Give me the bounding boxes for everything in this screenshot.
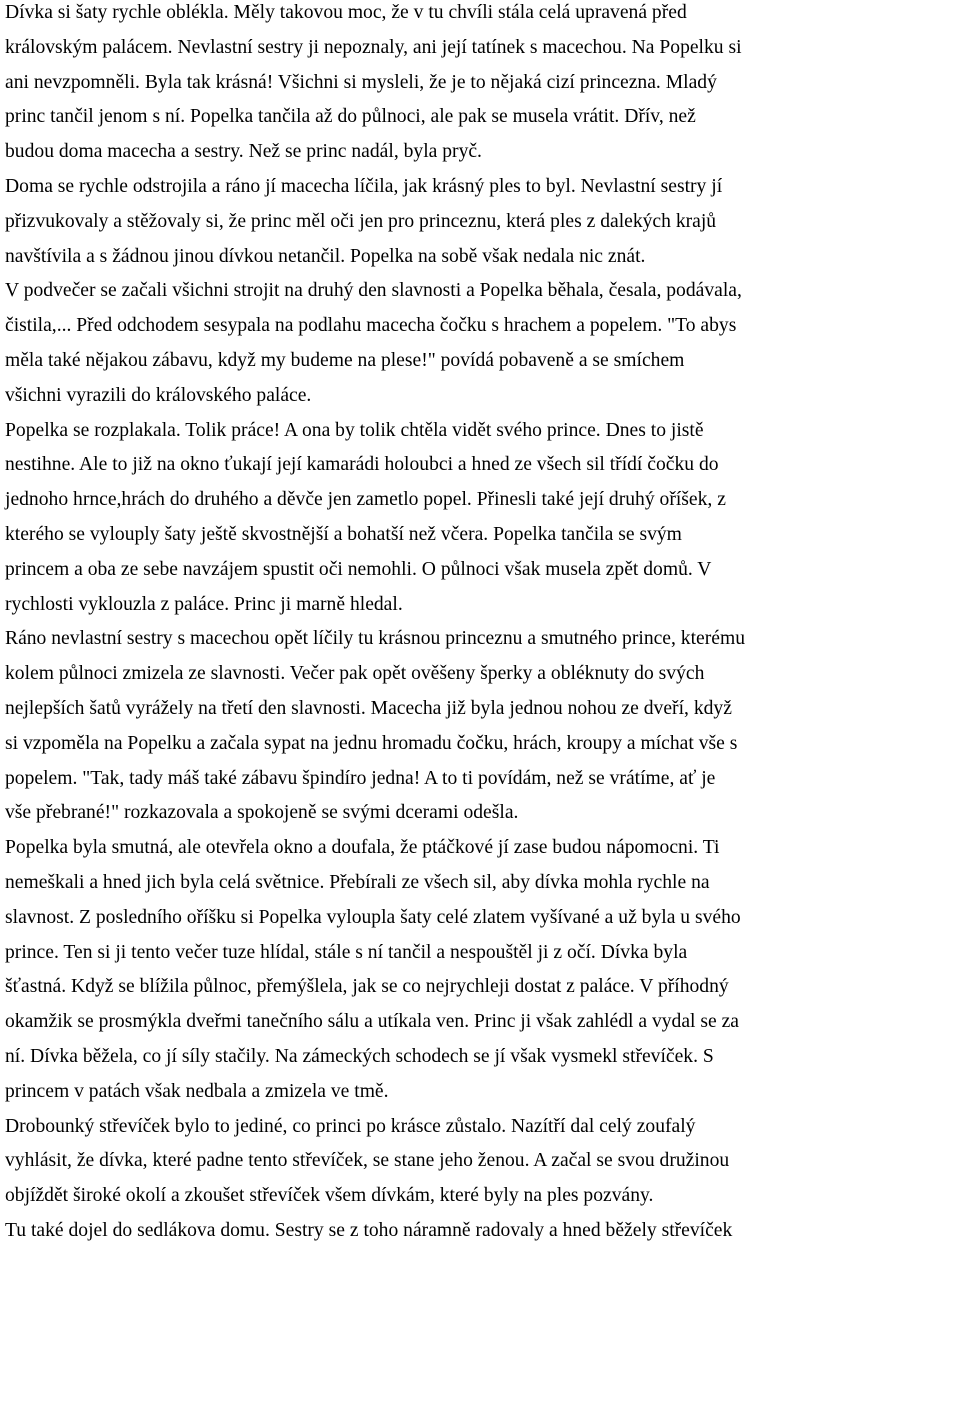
text-line: prince. Ten si ji tento večer tuze hlídal, stále s ní tančil a nespouštěl ji z očí. Dívka byla	[5, 941, 688, 963]
paragraph-5	[5, 831, 960, 1109]
text-line: Drobounký střevíček bylo to jediné, co princi po krásce zůstalo. Nazítří dal celý zoufalý	[5, 1115, 696, 1137]
text-line: Popelka se rozplakala. Tolik práce! A ona by tolik chtěla vidět svého prince. Dnes to jistě	[5, 419, 704, 441]
text-line: Ráno nevlastní sestry s macechou opět líčily tu krásnou princeznu a smutného prince, kterému	[5, 628, 745, 650]
text-line: princ tančil jenom s ní. Popelka tančila až do půlnoci, ale pak se musela vrátit. Dřív, než	[5, 106, 696, 128]
text-line: rychlosti vyklouzla z paláce. Princ ji marně hledal.	[5, 593, 403, 615]
text-line: nestihne. Ale to již na okno ťukají její kamarádi holoubci a hned ze všech sil třídí čočku do	[5, 454, 719, 476]
text-line: popelem. "Tak, tady máš také zábavu špindíro jedna! A to ti povídám, než se vrátíme, ať je	[5, 767, 716, 789]
text-line: Popelka byla smutná, ale otevřela okno a doufala, že ptáčkové jí zase budou nápomocni. Ti	[5, 837, 720, 859]
text-line: vyhlásit, že dívka, které padne tento střevíček, se stane jeho ženou. A začal se svou družinou	[5, 1150, 730, 1172]
paragraph-4	[5, 622, 960, 831]
document-page	[5, 0, 960, 1249]
text-line: princem v patách však nedbala a zmizela ve tmě.	[5, 1080, 389, 1102]
text-line: okamžik se prosmýkla dveřmi tanečního sálu a utíkala ven. Princ ji však zahlédl a vydal se za	[5, 1011, 739, 1033]
text-line: všichni vyrazili do královského paláce.	[5, 384, 312, 406]
text-line: ní. Dívka běžela, co jí síly stačily. Na zámeckých schodech se jí však vysmekl střevíček. S	[5, 1045, 714, 1067]
text-line: slavnost. Z posledního oříšku si Popelka vylouplа šaty celé zlatem vyšívané a už byla u svého	[5, 906, 741, 928]
text-line: si vzpoměla na Popelku a začala sypat na jednu hromadu čočku, hrách, kroupy a míchat vše s	[5, 732, 738, 754]
text-line: královským palácem. Nevlastní sestry ji nepoznaly, ani její tatínek s macechou. Na Popelku si	[5, 36, 742, 58]
text-line: přizvukovaly a stěžovaly si, že princ měl oči jen pro princeznu, která ples z dalekých krajů	[5, 210, 717, 232]
text-line: nejlepších šatů vyrážely na třetí den slavnosti. Macecha již byla jednou nohou ze dveří, když	[5, 697, 732, 719]
text-line: měla také nějakou zábavu, když my budeme na plese!" povídá pobaveně a se smíchem	[5, 349, 685, 371]
text-line: kolem půlnoci zmizela ze slavnosti. Večer pak opět ověšeny šperky a obléknuty do svých	[5, 663, 705, 685]
text-line: kterého se vylouply šaty ještě skvostnější a bohatší než včera. Popelka tančila se svým	[5, 523, 682, 545]
text-line: princem a oba ze sebe navzájem spustit oči nemohli. O půlnoci však musela zpět domů. V	[5, 558, 712, 580]
text-line: budou doma macecha a sestry. Než se princ nadál, byla pryč.	[5, 141, 482, 163]
text-line: Tu také dojel do sedlákova domu. Sestry se z toho náramně radovaly a hned běžely střevíček	[5, 1219, 733, 1241]
paragraph-2	[5, 170, 960, 414]
text-line: nemeškali a hned jich byla celá světnice. Přebírali ze všech sil, aby dívka mohla rychle na	[5, 871, 710, 893]
text-line: Dívka si šaty rychle oblékla. Měly takovou moc, že v tu chvíli stála celá upravená před	[5, 2, 687, 23]
text-line: navštívila a s žádnou jinou dívkou netančil. Popelka na sobě však nedala nic znát.	[5, 245, 646, 267]
paragraph-6	[5, 1110, 960, 1249]
text-line: čistila,... Před odchodem sesypala na podlahu macecha čočku s hrachem a popelem. "To abys	[5, 315, 737, 337]
paragraph-1	[5, 0, 960, 170]
text-line: jednoho hrnce,hrách do druhého a děvče jen zametlo popel. Přinesli také její druhý oříšek, z	[5, 489, 726, 511]
text-line: V podvečer se začali všichni strojit na druhý den slavnosti a Popelka běhala, česala, podávala,	[5, 280, 742, 302]
paragraph-3	[5, 414, 960, 623]
text-line: šťastná. Když se blížila půlnoc, přemýšlela, jak se co nejrychleji dostat z paláce. V příhodný	[5, 976, 729, 998]
text-line: objíždět široké okolí a zkoušet střevíček všem dívkám, které byly na ples pozvány.	[5, 1185, 654, 1207]
text-line: vše přebrané!" rozkazovala a spokojeně se svými dcerami odešla.	[5, 802, 519, 824]
text-line: Doma se rychle odstrojila a ráno jí macecha líčila, jak krásný ples to byl. Nevlastní sestry jí	[5, 175, 723, 197]
text-line: ani nevzpomněli. Byla tak krásná! Všichni si mysleli, že je to nějaká cizí princezna. Mladý	[5, 71, 717, 93]
